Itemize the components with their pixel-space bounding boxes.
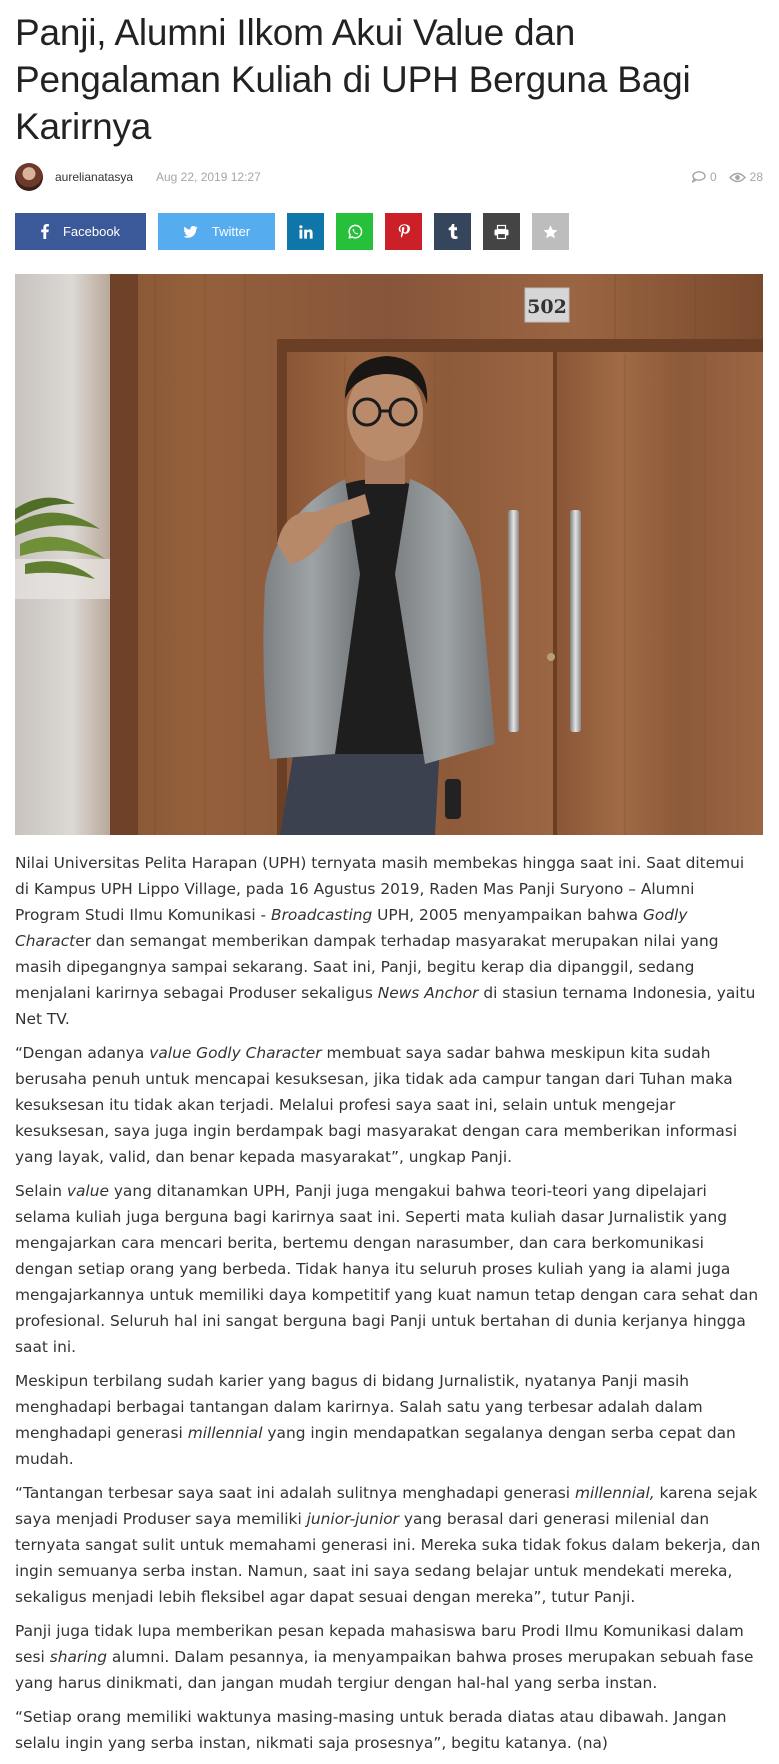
- twitter-icon: [183, 226, 198, 238]
- text-run: Meskipun terbilang sudah karier yang bagus di bidang Jurnalistik, nyatanya Panji masih menghadapi berbagai tantangan dalam karirnya. Salah satu yang terbesar adalah dalam menghadapi generasi: [15, 1372, 703, 1442]
- text-run: er dan semangat memberikan dampak terhadap masyarakat merupakan nilai yang masih dipegangnya sampai sekarang. Saat ini, Panji, begitu kerap dia dipanggil, sedang menjalani karirnya sebagai Produser sekaligus: [15, 932, 719, 1002]
- view-count: [729, 170, 763, 184]
- facebook-label: Facebook: [62, 224, 121, 239]
- whatsapp-icon: [347, 224, 363, 240]
- text-run: Selain: [15, 1182, 67, 1200]
- star-icon: [543, 225, 558, 239]
- article-photo: [15, 274, 763, 835]
- text-run: karena sejak saya menjadi Produser saya memiliki: [15, 1484, 758, 1528]
- facebook-icon: [41, 224, 49, 239]
- author-avatar[interactable]: [15, 163, 43, 191]
- comment-icon: [691, 171, 706, 183]
- print-button[interactable]: [483, 213, 520, 250]
- paragraph: [15, 1178, 763, 1360]
- text-run: alumni. Dalam pesannya, ia menyampaikan bahwa proses merupakan sebuah fase yang harus dinikmati, dan jangan mudah tergiur dengan hal-hal yang serba instan.: [15, 1648, 754, 1692]
- share-facebook-button[interactable]: [15, 213, 146, 250]
- article-title: Panji, Alumni Ilkom Akui Value dan Pengalaman Kuliah di UPH Berguna Bagi Karirnya: [15, 12, 691, 147]
- text-run: Nilai Universitas Pelita Harapan (UPH) ternyata masih membekas hingga saat ini. Saat ditemui di Kampus UPH Lippo Village, pada 16 Agustus 2019, Raden Mas Panji Suryono – Alumni Program Studi Ilmu Komunikasi -: [15, 854, 745, 924]
- emphasis-text: junior-junior: [306, 1510, 399, 1528]
- text-run: yang ingin mendapatkan segalanya dengan serba cepat dan mudah.: [15, 1424, 736, 1468]
- paragraph: [15, 1368, 763, 1472]
- text-run: “Dengan adanya: [15, 1044, 150, 1062]
- article-stats: [691, 170, 763, 184]
- text-run: Panji juga tidak lupa memberikan pesan kepada mahasiswa baru Prodi Ilmu Komunikasi dalam sesi: [15, 1622, 744, 1666]
- share-linkedin-button[interactable]: [287, 213, 324, 250]
- text-run: yang ditanamkan UPH, Panji juga mengakui bahwa teori-teori yang dipelajari selama kuliah juga berguna bagi karirnya saat ini. Seperti mata kuliah dasar Jurnalistik yang mengajarkan cara mencari berita, bertemu dengan narasumber, dan cara berkomunikasi dengan setiap orang yang berbeda. Tidak hanya itu seluruh proses kuliah yang ia alami juga mengajarkannya untuk memiliki daya kompetitif yang kuat namun tetap dengan cara sehat dan profesional. Seluruh hal ini sangat berguna bagi Panji untuk bertahan di dunia kerjanya hingga saat ini.: [15, 1182, 759, 1356]
- tumblr-icon: [448, 224, 458, 239]
- paragraph: [15, 1704, 763, 1756]
- twitter-label: Twitter: [211, 224, 251, 239]
- text-run: UPH, 2005 menyampaikan bahwa: [372, 906, 643, 924]
- emphasis-text: millennial,: [574, 1484, 655, 1502]
- share-twitter-button[interactable]: [158, 213, 275, 250]
- favorite-button[interactable]: [532, 213, 569, 250]
- linkedin-icon: [299, 225, 313, 239]
- room-number: 502: [527, 296, 567, 318]
- share-whatsapp-button[interactable]: [336, 213, 373, 250]
- article-meta: [15, 163, 763, 193]
- print-icon: [494, 225, 509, 239]
- eye-icon: [729, 172, 746, 183]
- paragraph: [15, 1618, 763, 1696]
- share-pinterest-button[interactable]: [385, 213, 422, 250]
- text-run: “Setiap orang memiliki waktunya masing-masing untuk berada diatas atau dibawah. Jangan selalu ingin yang serba instan, nikmati saja prosesnya”, begitu katanya. (na): [15, 1708, 727, 1752]
- emphasis-text: sharing: [49, 1648, 108, 1666]
- comment-count[interactable]: [691, 170, 717, 184]
- publish-date: Aug 22, 2019 12:27: [156, 170, 261, 184]
- view-count-value: 28: [749, 170, 763, 184]
- share-bar: [15, 213, 763, 250]
- pinterest-icon: [398, 224, 410, 239]
- text-run: “Tantangan terbesar saya saat ini adalah sulitnya menghadapi generasi: [15, 1484, 575, 1502]
- text-run: membuat saya sadar bahwa meskipun kita sudah berusaha penuh untuk mencapai kesuksesan, jika tidak ada campur tangan dari Tuhan maka kesuksesan itu tidak akan terjadi. Melalui profesi saya saat ini, selain untuk mengejar kesuksesan, saya juga ingin berdampak bagi masyarakat dengan cara memberikan informasi yang layak, valid, dan benar kepada masyarakat”, ungkap Panji.: [15, 1044, 738, 1166]
- emphasis-text: value Godly Character: [149, 1044, 322, 1062]
- emphasis-text: News Anchor: [377, 984, 479, 1002]
- emphasis-text: Godly Charact: [15, 906, 688, 950]
- emphasis-text: millennial: [187, 1424, 263, 1442]
- paragraph: [15, 1040, 763, 1170]
- text-run: yang berasal dari generasi milenial dan ternyata sangat sulit untuk memahami generasi ini. Mereka suka tidak fokus dalam bekerja, dan ingin semuanya serba instan. Namun, saat ini saya sedang belajar untuk mendekati mereka, sekaligus menjadi lebih fleksibel agar dapat sesuai dengan mereka”, tutur Panji.: [15, 1510, 761, 1606]
- text-run: di stasiun ternama Indonesia, yaitu Net TV.: [15, 984, 756, 1028]
- paragraph: [15, 1480, 763, 1610]
- article-body: [15, 850, 763, 1764]
- emphasis-text: Broadcasting: [271, 906, 373, 924]
- share-tumblr-button[interactable]: [434, 213, 471, 250]
- paragraph: [15, 850, 763, 1032]
- emphasis-text: value: [66, 1182, 109, 1200]
- author-name[interactable]: aurelianatasya: [55, 170, 134, 184]
- comment-count-value: 0: [709, 170, 717, 184]
